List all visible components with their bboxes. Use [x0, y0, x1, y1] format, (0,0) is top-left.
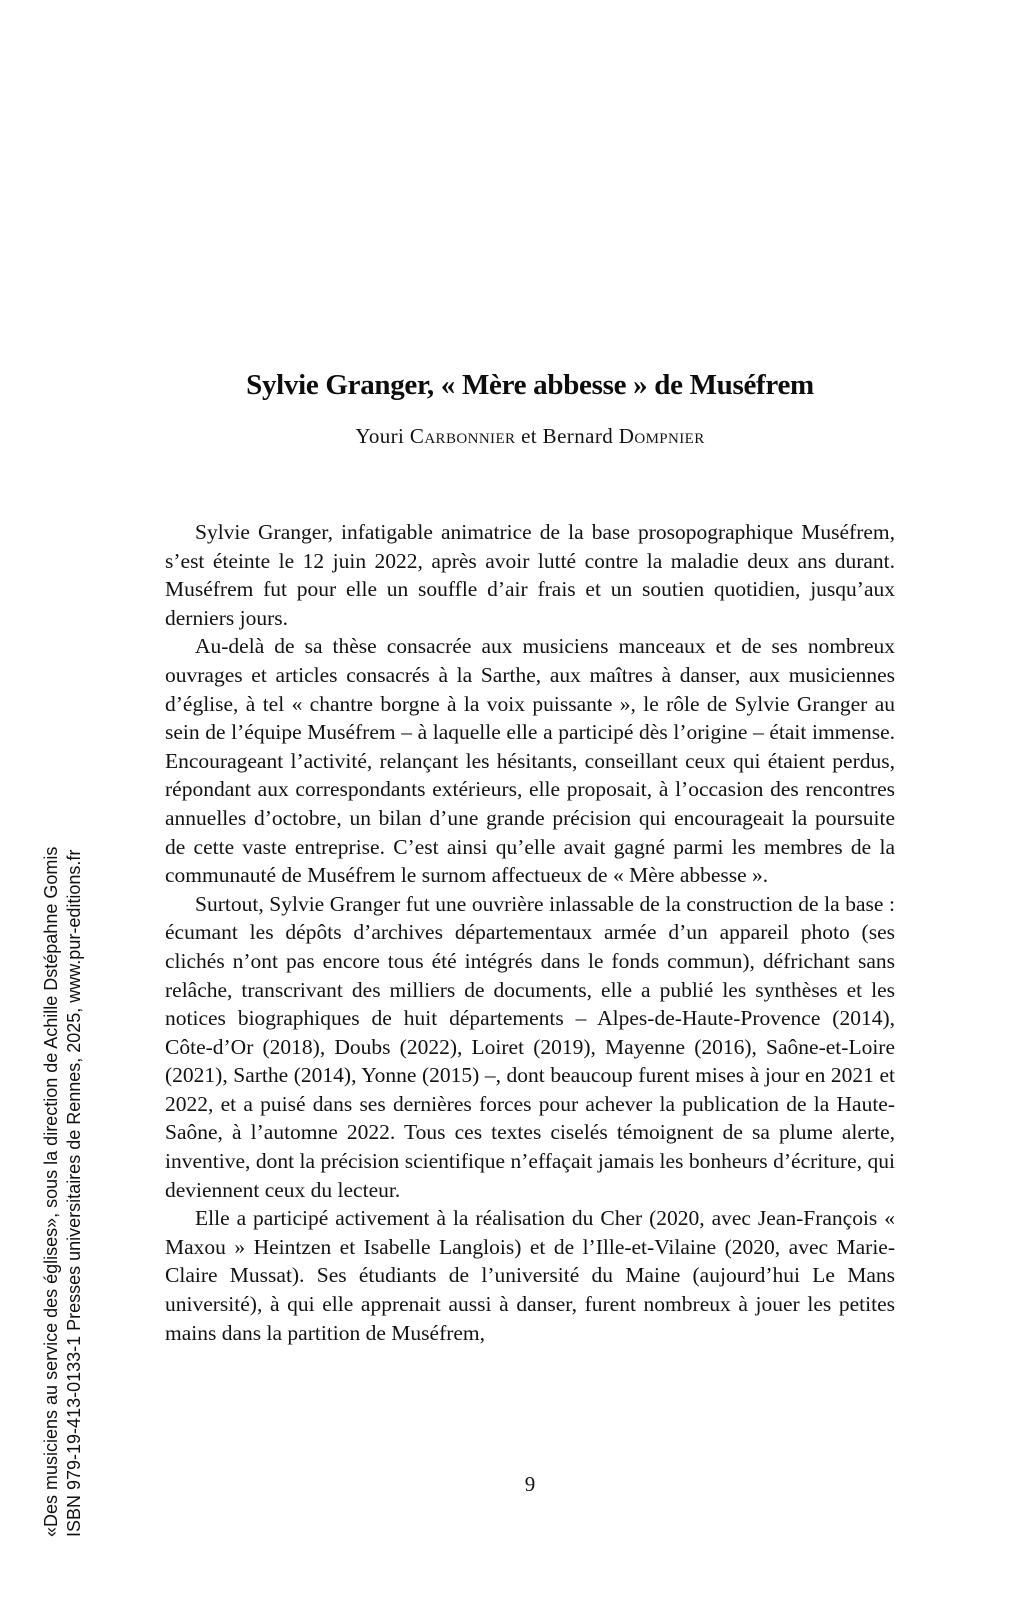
paragraph: Au-delà de sa thèse consacrée aux musiciens manceaux et de ses nombreux ouvrages et articles consacrés à la Sarthe, aux maîtres à danser, aux musiciennes d’église, à tel « chantre borgne à la voix puissante », le rôle de Sylvie Granger au sein de l’équipe Muséfrem – à laquelle elle a participé dès l’origine – était immense. Encourageant l’activité, relançant les hésitants, conseillant ceux qui étaient perdus, répondant aux correspondants extérieurs, elle proposait, à l’occasion des rencontres annuelles d’octobre, un bilan d’une grande précision qui encourageait la poursuite de cette vaste entreprise. C’est ainsi qu’elle avait gagné parmi les membres de la communauté de Muséfrem le surnom affectueux de « Mère abbesse ».	[165, 634, 895, 888]
authors-line	[165, 424, 895, 449]
author-given-1: Youri	[355, 424, 410, 448]
spine-credit	[40, 847, 86, 1537]
paragraph: Surtout, Sylvie Granger fut une ouvrière inlassable de la construction de la base : écumant les dépôts d’archives départementaux armée d’un appareil photo (ses clichés n’ont pas encore tous été intégrés dans le fonds commun), défrichant sans relâche, transcrivant des milliers de documents, elle a publié les synthèses et les notices biographiques de huit départements – Alpes-de-Haute-Provence (2014), Côte-d’Or (2018), Doubs (2022), Loiret (2019), Mayenne (2016), Saône-et-Loire (2021), Sarthe (2014), Yonne (2015) –, dont beaucoup furent mises à jour en 2021 et 2022, et a puisé dans ses dernières forces pour achever la publication de la Haute-Saône, à l’automne 2022. Tous ces textes ciselés témoignent de sa plume alerte, inventive, dont la précision scientifique n’effaçait jamais les bonheurs d’écriture, qui deviennent ceux du lecteur.	[165, 891, 895, 1202]
spine-credit-line-2: ISBN 979-19-413-0133-1 Presses universitaires de Rennes, 2025, www.pur-editions.fr	[64, 849, 84, 1537]
paragraph: Sylvie Granger, infatigable animatrice de la base prosopographique Muséfrem, s’est éteinte le 12 juin 2022, après avoir lutté contre la maladie deux ans durant. Muséfrem fut pour elle un souffle d’air frais et un soutien quotidien, jusqu’aux derniers jours.	[165, 520, 895, 630]
body-text	[165, 518, 895, 1347]
spine-credit-line-1: «Des musiciens au service des églises», sous la direction de Achille Dstépahne Gomis	[41, 846, 61, 1537]
author-surname-1: Carbonnier	[409, 424, 516, 448]
author-connector: et Bernard	[515, 424, 619, 448]
page-title: Sylvie Granger, « Mère abbesse » de Muséfrem	[246, 369, 814, 402]
page-number: 9	[524, 1472, 536, 1496]
author-surname-2: Dompnier	[618, 424, 705, 448]
paragraph: Elle a participé activement à la réalisation du Cher (2020, avec Jean-François « Maxou » Heintzen et Isabelle Langlois) et de l’Ille-et-Vilaine (2020, avec Marie-Claire Mussat). Ses étudiants de l’université du Maine (aujourd’hui Le Mans université), à qui elle apprenait aussi à danser, furent nombreux à jouer les petites mains dans la partition de Muséfrem,	[165, 1206, 895, 1345]
